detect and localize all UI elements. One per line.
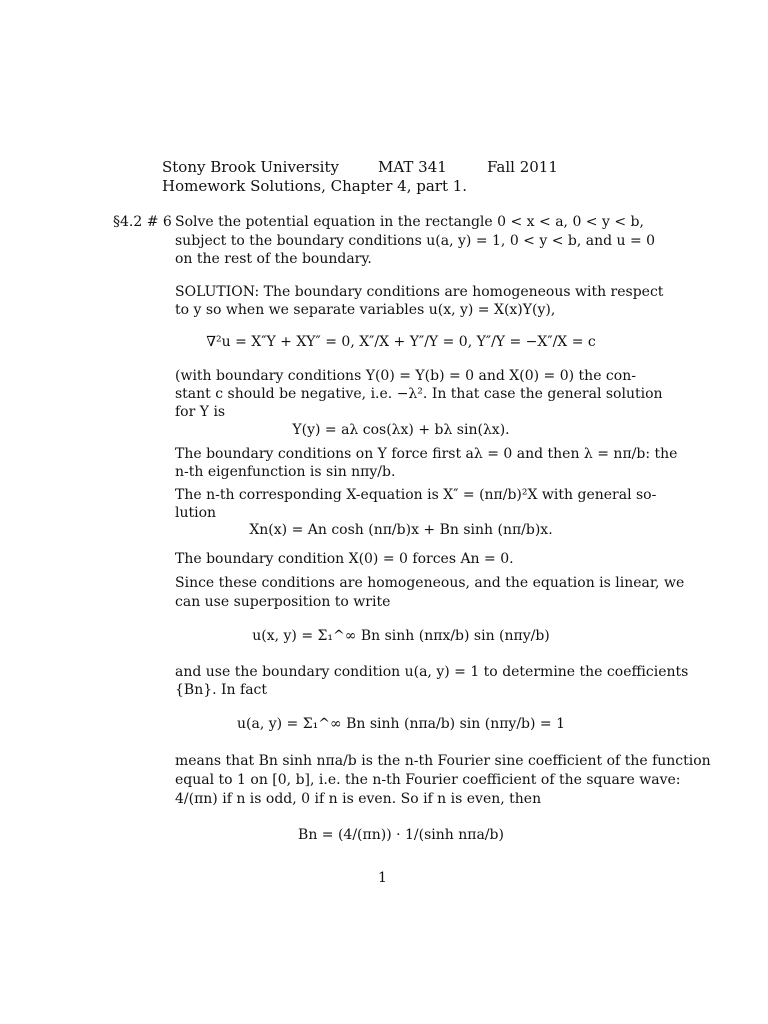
- equation-boundary: u(a, y) = Σ₁^∞ Bn sinh (nπa/b) sin (nπy/b) = 1: [237, 716, 565, 732]
- header-university: Stony Brook University: [162, 158, 339, 176]
- solution-p1-line-1: SOLUTION: The boundary conditions are homogeneous with respect: [175, 284, 664, 300]
- problem-label: §4.2 # 6: [113, 214, 172, 230]
- solution-p4-line-2: lution: [175, 505, 217, 521]
- equation-x-general: Xn(x) = An cosh (nπ/b)x + Bn sinh (nπ/b)x.: [249, 522, 553, 538]
- page-number: 1: [378, 870, 387, 886]
- header-term: Fall 2011: [487, 158, 558, 176]
- solution-p8-line-1: means that Bn sinh nπa/b is the n-th Fourier sine coefficient of the function: [175, 753, 711, 769]
- solution-p8-line-2: equal to 1 on [0, b], i.e. the n-th Fourier coefficient of the square wave:: [175, 772, 681, 788]
- equation-superposition: u(x, y) = Σ₁^∞ Bn sinh (nπx/b) sin (nπy/b): [252, 628, 550, 644]
- equation-separation: ∇²u = X″Y + XY″ = 0, X″/X + Y″/Y = 0, Y″/Y = −X″/X = c: [206, 334, 596, 350]
- solution-p2-line-3: for Y is: [175, 404, 226, 420]
- solution-p2-line-1: (with boundary conditions Y(0) = Y(b) = 0 and X(0) = 0) the con-: [175, 368, 636, 384]
- solution-p4-line-1: The n-th corresponding X-equation is X″ = (nπ/b)²X with general so-: [175, 487, 657, 503]
- problem-line-3: on the rest of the boundary.: [175, 251, 372, 267]
- solution-p7-line-2: {Bn}. In fact: [175, 682, 268, 698]
- problem-line-1: Solve the potential equation in the rectangle 0 < x < a, 0 < y < b,: [175, 214, 644, 230]
- solution-p7-line-1: and use the boundary condition u(a, y) = 1 to determine the coefficients: [175, 664, 689, 680]
- header-course: MAT 341: [378, 158, 447, 176]
- problem-line-2: subject to the boundary conditions u(a, y) = 1, 0 < y < b, and u = 0: [175, 233, 656, 249]
- solution-p2-line-2: stant c should be negative, i.e. −λ². In that case the general solution: [175, 386, 663, 402]
- solution-p6-line-1: Since these conditions are homogeneous, and the equation is linear, we: [175, 575, 685, 591]
- solution-p3-line-1: The boundary conditions on Y force first aλ = 0 and then λ = nπ/b: the: [175, 446, 678, 462]
- equation-y-general: Y(y) = aλ cos(λx) + bλ sin(λx).: [292, 422, 510, 438]
- equation-bn: Bn = (4/(πn)) · 1/(sinh nπa/b): [298, 827, 504, 843]
- header-subtitle: Homework Solutions, Chapter 4, part 1.: [162, 177, 468, 195]
- solution-p5: The boundary condition X(0) = 0 forces An = 0.: [175, 551, 514, 567]
- solution-p3-line-2: n-th eigenfunction is sin nπy/b.: [175, 464, 396, 480]
- solution-p6-line-2: can use superposition to write: [175, 594, 391, 610]
- solution-p1-line-2: to y so when we separate variables u(x, y) = X(x)Y(y),: [175, 302, 556, 318]
- solution-p8-line-3: 4/(πn) if n is odd, 0 if n is even. So if n is even, then: [175, 791, 542, 807]
